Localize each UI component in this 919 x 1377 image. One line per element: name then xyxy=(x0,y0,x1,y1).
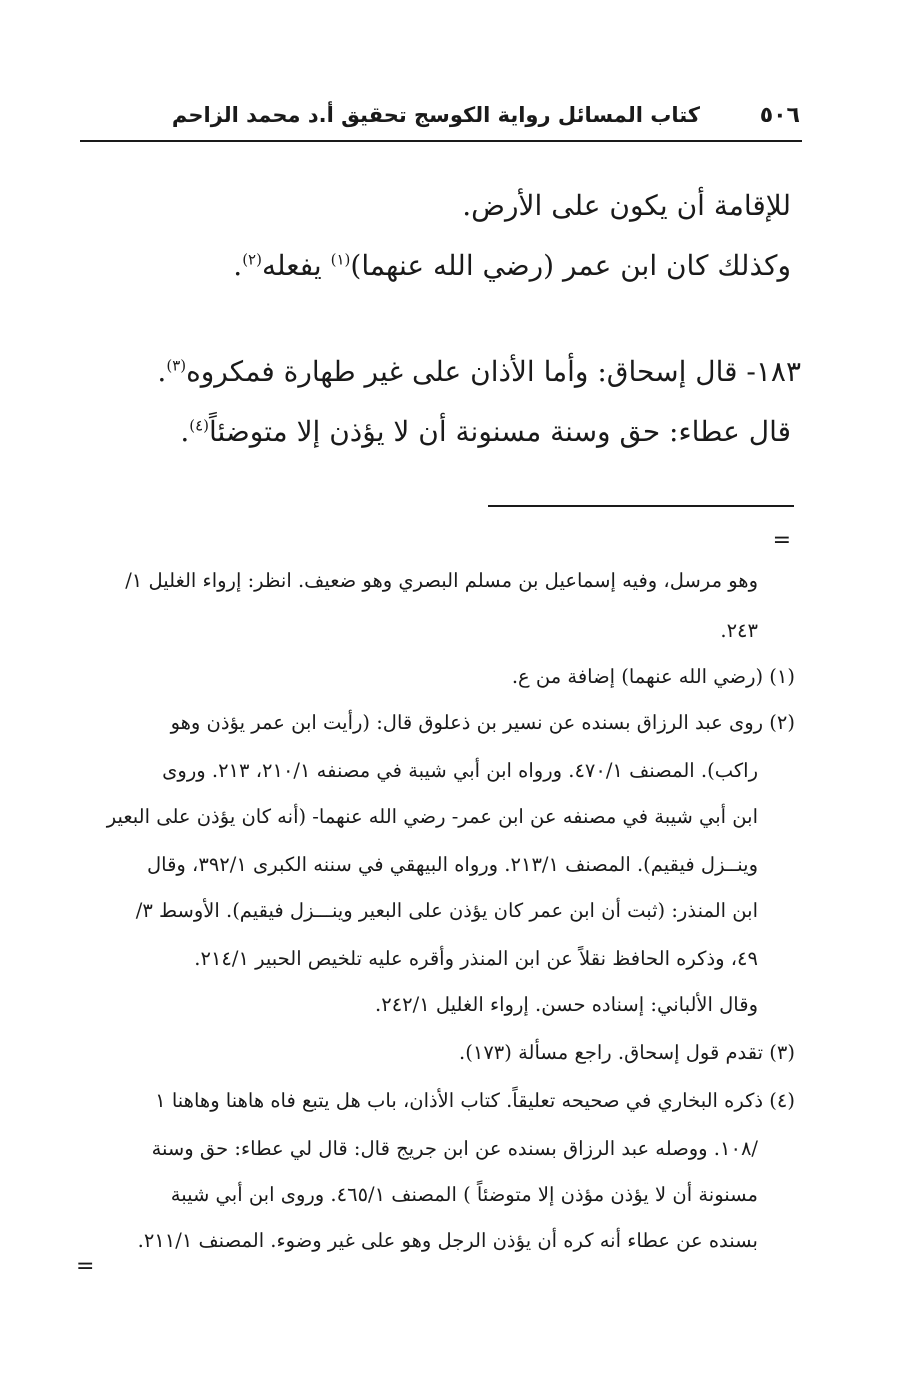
footnote-2-line: ابن أبي شيبة في مصنفه عن ابن عمر- رضي الله عنهما- (أنه كان يؤذن على البعير xyxy=(106,805,758,828)
footnote-4-line: (٤) ذكره البخاري في صحيحه تعليقاً. كتاب الأذان، باب هل يتبع فاه هاهنا وهاهنا ١ xyxy=(155,1089,795,1112)
issue-heading xyxy=(157,352,801,392)
quote-text: قال عطاء: حق وسنة مسنونة أن لا يؤذن إلا متوضئاً xyxy=(209,415,791,448)
header-rule xyxy=(80,140,802,142)
main-text: للإقامة أن يكون على الأرض. xyxy=(462,189,791,222)
footnote-ref: (٢) xyxy=(242,250,262,269)
footnote-2-line: ٤٩، وذكره الحافظ نقلاً عن ابن المنذر وأقره عليه تلخيص الحبير ٢١٤/١. xyxy=(194,947,758,970)
issue-text: . xyxy=(157,355,167,388)
footnote-4-line: /١٠٨. ووصله عبد الرزاق بسنده عن ابن جريج قال: قال لي عطاء: حق وسنة xyxy=(151,1137,758,1160)
footnote-ref: (١) xyxy=(330,250,351,269)
footnote-3: (٣) تقدم قول إسحاق. راجع مسألة (١٧٣). xyxy=(459,1041,795,1064)
footnote-separator xyxy=(488,505,794,507)
running-title: كتاب المسائل رواية الكوسج تحقيق أ.د محمد الزاحم xyxy=(171,103,700,127)
footnote-carry-line: وهو مرسل، وفيه إسماعيل بن مسلم البصري وهو ضعيف. انظر: إرواء الغليل ١/ xyxy=(125,569,758,592)
ata-quote xyxy=(180,412,791,452)
running-header xyxy=(80,96,800,134)
footnote-2-line: وقال الألباني: إسناده حسن. إرواء الغليل ٢٤٢/١. xyxy=(375,993,758,1016)
main-text: يفعله xyxy=(261,249,331,282)
main-text: . xyxy=(233,249,243,282)
footnote-carry-line: ٢٤٣. xyxy=(720,619,758,642)
footnote-2-line: ابن المنذر: (ثبت أن ابن عمر كان يؤذن على البعير وينـــزل فيقيم). الأوسط ٣/ xyxy=(135,899,758,922)
footnote-4-line: مسنونة أن لا يؤذن مؤذن إلا متوضئاً ) المصنف ٤٦٥/١. وروى ابن أبي شيبة xyxy=(170,1183,758,1206)
main-text-line-2 xyxy=(233,246,791,286)
footnote-2-line: (٢) روى عبد الرزاق بسنده عن نسير بن ذعلوق قال: (رأيت ابن عمر يؤذن وهو xyxy=(170,711,795,734)
footnote-4-line: بسنده عن عطاء أنه كره أن يؤذن الرجل وهو على غير وضوء. المصنف ٢١١/١. xyxy=(137,1229,758,1252)
issue-text: ١٨٣- قال إسحاق: وأما الأذان على غير طهارة فمكروه xyxy=(186,355,801,388)
main-text-line-1 xyxy=(462,186,791,226)
footnote-2-line: راكب). المصنف ٤٧٠/١. ورواه ابن أبي شيبة في مصنفه ٢١٠/١، ٢١٣. وروى xyxy=(162,759,758,782)
main-text: وكذلك كان ابن عمر (رضي الله عنهما) xyxy=(350,249,791,282)
continuation-mark-bottom: = xyxy=(76,1254,95,1279)
quote-text: . xyxy=(180,415,190,448)
footnote-2-line: وينــزل فيقيم). المصنف ٢١٣/١. ورواه البيهقي في سننه الكبرى ٣٩٢/١، وقال xyxy=(147,853,758,876)
page-number: ٥٠٦ xyxy=(759,102,800,128)
footnote-ref: (٣) xyxy=(166,356,187,375)
footnote-1: (١) (رضي الله عنهما) إضافة من ع. xyxy=(511,665,795,688)
footnote-ref: (٤) xyxy=(189,416,210,435)
continuation-mark-top: = xyxy=(772,528,791,553)
